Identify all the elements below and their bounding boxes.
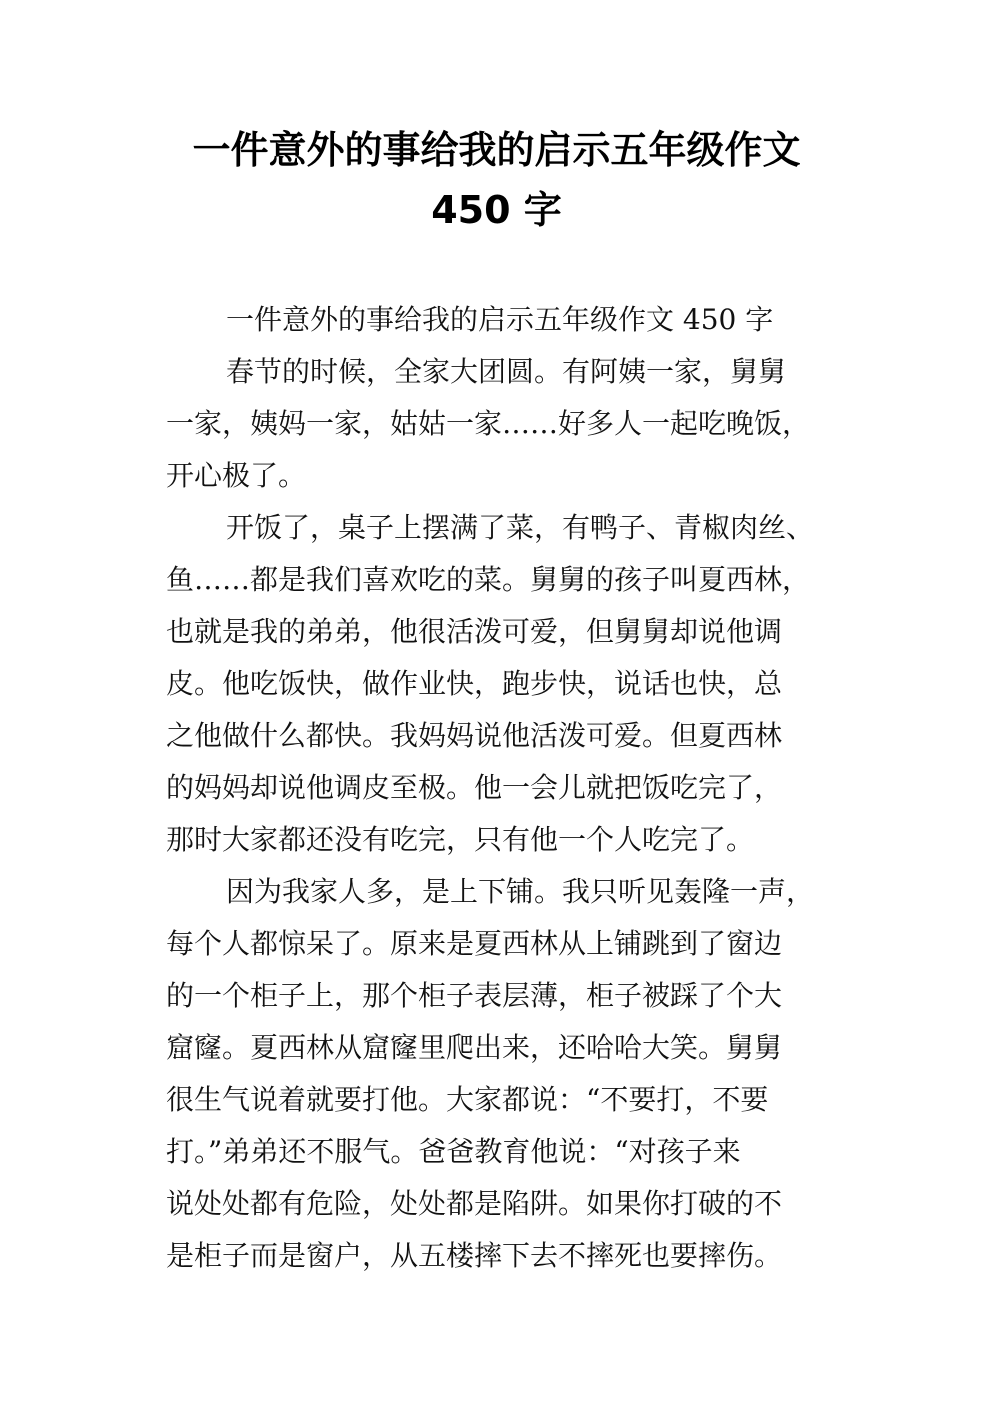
paragraph-3: [166, 502, 846, 866]
text-line: 一件意外的事给我的启示五年级作文 450 字: [226, 303, 774, 336]
text-line: 也就是我的弟弟，他很活泼可爱，但舅舅却说他调: [166, 615, 783, 648]
document-body: [166, 294, 846, 1282]
text-line: 是柜子而是窗户，从五楼摔下去不摔死也要摔伤。: [166, 1239, 783, 1272]
text-line: 一家，姨妈一家，姑姑一家……好多人一起吃晚饭，: [166, 407, 811, 440]
document-title: [100, 120, 893, 240]
text-line: 窟窿。夏西林从窟窿里爬出来，还哈哈大笑。舅舅: [166, 1031, 783, 1064]
text-line: 的一个柜子上，那个柜子表层薄，柜子被踩了个大: [166, 979, 783, 1012]
text-line: 因为我家人多，是上下铺。我只听见轰隆一声，: [226, 875, 815, 908]
text-line: 的妈妈却说他调皮至极。他一会儿就把饭吃完了，: [166, 771, 783, 804]
text-line: 很生气说着就要打他。大家都说：“不要打，不要: [166, 1083, 769, 1116]
text-line: 每个人都惊呆了。原来是夏西林从上铺跳到了窗边: [166, 927, 783, 960]
text-line: 春节的时候，全家大团圆。有阿姨一家，舅舅: [226, 355, 787, 388]
paragraph-1: [166, 294, 846, 346]
title-line-1: 一件意外的事给我的启示五年级作文: [192, 128, 801, 172]
title-line-2: 450 字: [431, 188, 562, 232]
paragraph-4: [166, 866, 846, 1282]
text-line: 那时大家都还没有吃完，只有他一个人吃完了。: [166, 823, 755, 856]
text-line: 说处处都有危险，处处都是陷阱。如果你打破的不: [166, 1187, 783, 1220]
text-line: 之他做什么都快。我妈妈说他活泼可爱。但夏西林: [166, 719, 783, 752]
text-line: 皮。他吃饭快，做作业快，跑步快，说话也快，总: [166, 667, 783, 700]
text-line: 开饭了，桌子上摆满了菜，有鸭子、青椒肉丝、: [226, 511, 815, 544]
text-line: 打。”弟弟还不服气。爸爸教育他说：“对孩子来: [166, 1135, 741, 1168]
paragraph-2: [166, 346, 846, 502]
text-line: 开心极了。: [166, 459, 307, 492]
text-line: 鱼……都是我们喜欢吃的菜。舅舅的孩子叫夏西林，: [166, 563, 811, 596]
